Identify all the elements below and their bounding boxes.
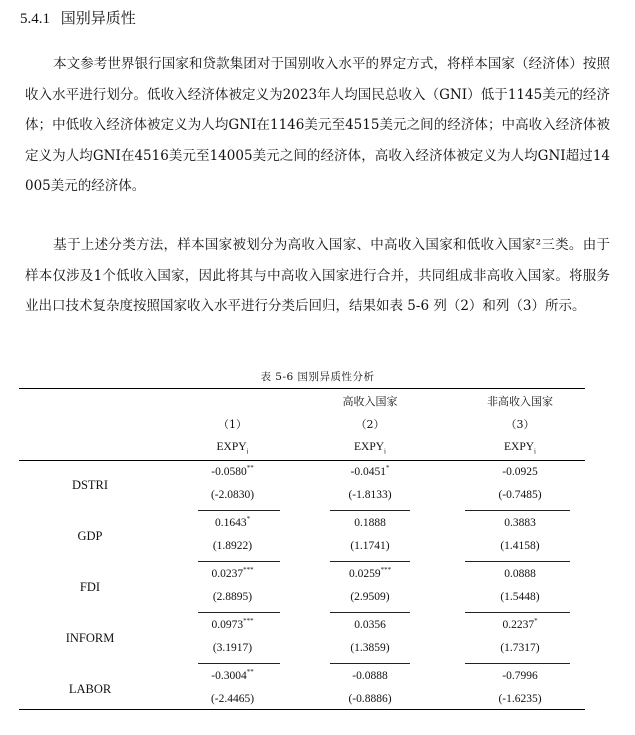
column-group-label: 非高收入国家 [487,395,553,408]
t-stat-cell: (1.1741) [350,540,390,552]
row-separator [198,663,280,664]
t-stat-cell: (1.3859) [350,642,390,654]
t-stat-cell: (1.8922) [212,540,253,552]
dependent-variable: $EXPY_i$ [504,441,536,456]
coefficient-cell: 0.0888 [504,568,536,580]
table-header-rule [19,460,585,461]
row-label: DSTRI [71,478,109,492]
t-stat-cell: (2.8895) [212,591,253,603]
row-separator [198,561,280,562]
coefficient-cell: 0.1888 [354,517,386,529]
row-label: GDP [77,529,103,543]
row-separator [465,510,570,511]
paragraph-income-definition [25,49,610,202]
dependent-variable: $EXPY_i$ [354,441,386,456]
row-separator [198,510,280,511]
table-caption: 表 5-6 国别异质性分析 [260,371,375,383]
t-stat-cell: (1.4158) [500,540,540,552]
row-label: FDI [79,580,101,594]
dependent-variable: $EXPY_i$ [216,441,249,456]
column-number: （1） [218,418,247,431]
coefficient-cell: -0.7996 [502,670,538,682]
t-stat-cell: (-2.0830) [210,489,255,501]
coefficient-cell: -0.0580** [211,464,254,478]
column-group-label: 高收入国家 [342,395,398,408]
coefficient-cell: 0.0356 [354,619,386,631]
coefficient-cell: 0.1643* [214,515,251,529]
row-separator [465,561,570,562]
t-stat-cell: (-2.4465) [210,693,255,705]
row-separator [330,561,410,562]
row-separator [465,612,570,613]
row-separator [198,612,280,613]
paragraph-text: 基于上述分类方法，样本国家被划分为高收入国家、中高收入国家和低收入国家²三类。由于样本仅涉及1个低收入国家，因此将其与中高收入国家进行合并，共同组成非高收入国家。将服务业出口技术复杂度按照国家收入水平进行分类后回归，结果如表 5-6 列（2）和列（3）所示。 [25,237,610,314]
row-separator [330,510,410,511]
row-label: LABOR [68,682,112,696]
t-stat-cell: (3.1917) [212,642,253,654]
table-top-rule [19,388,585,389]
coefficient-cell: 0.2237* [502,617,538,631]
section-number: 5.4.1 [20,11,50,27]
row-separator [330,612,410,613]
t-stat-cell: (1.7317) [500,642,540,654]
table-bottom-rule [19,709,585,710]
t-stat-cell: (-0.8886) [348,693,392,705]
paragraph-text: 本文参考世界银行国家和贷款集团对于国别收入水平的界定方式，将样本国家（经济体）按照收入水平进行划分。低收入经济体被定义为2023年人均国民总收入（GNI）低于1145美元的经济体；中低收入经济体被定义为人均GNI在1146美元至4515美元之间的经济体；中高收入经济体被定义为人均GNI在4516美元至14005美元之间的经济体，高收入经济体被定义为人均GNI超过14005美元的经济体。 [25,56,610,194]
column-number: （2） [355,418,385,431]
coefficient-cell: -0.0451* [350,464,390,478]
section-title: 国别异质性 [60,9,136,27]
t-stat-cell: (1.5448) [500,591,540,603]
section-heading [20,8,136,29]
coefficient-cell: 0.0973*** [211,617,254,631]
t-stat-cell: (-0.7485) [498,489,542,501]
coefficient-cell: -0.0888 [352,670,388,682]
coefficient-cell: 0.3883 [504,517,536,529]
row-label: INFORM [65,631,115,645]
t-stat-cell: (2.9509) [350,591,390,603]
coefficient-cell: 0.0259*** [348,566,392,580]
paragraph-classification [25,230,610,322]
t-stat-cell: (-1.6235) [498,693,542,705]
coefficient-cell: -0.0925 [502,466,538,478]
row-separator [465,663,570,664]
coefficient-cell: -0.3004** [211,668,254,682]
coefficient-cell: 0.0237*** [211,566,254,580]
t-stat-cell: (-1.8133) [348,489,392,501]
row-separator [330,663,410,664]
column-number: （3） [505,418,535,431]
